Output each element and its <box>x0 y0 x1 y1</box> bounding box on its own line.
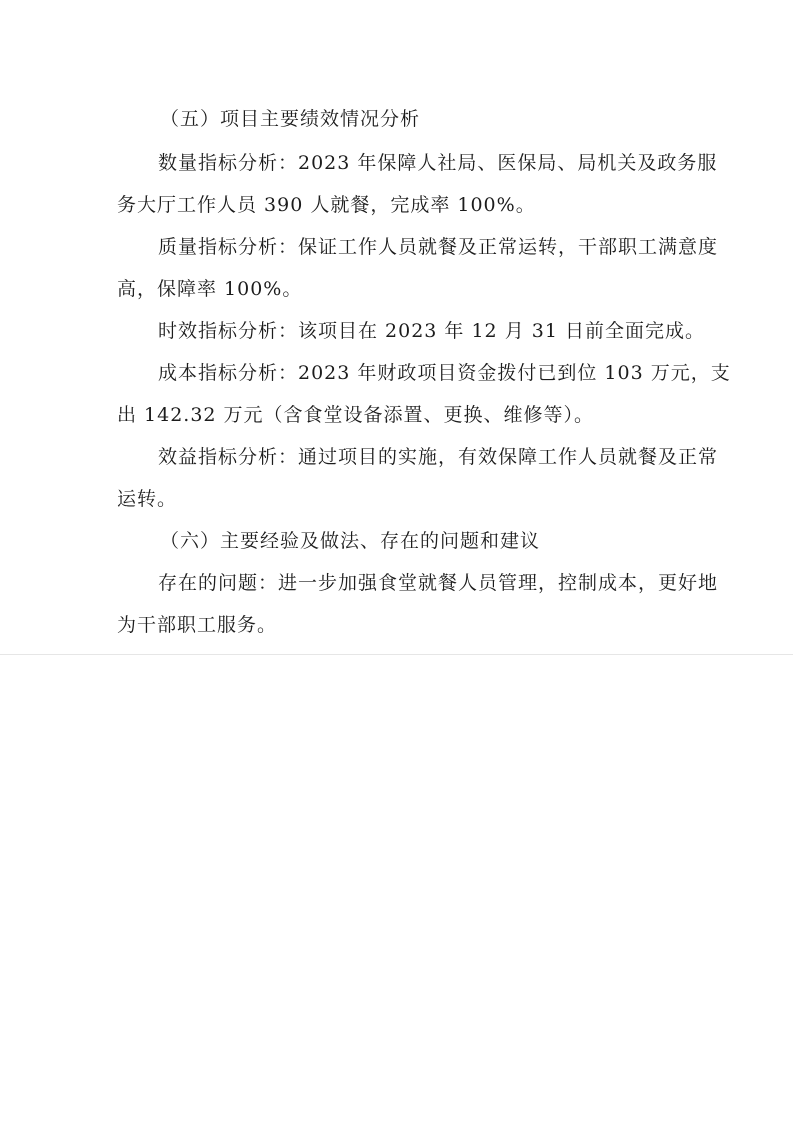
cost-indicator-line-1: 成本指标分析：2023 年财政项目资金拨付已到位 103 万元，支 <box>158 362 731 384</box>
page-scan-edge <box>0 654 793 655</box>
benefit-indicator-line-1: 效益指标分析：通过项目的实施，有效保障工作人员就餐及正常 <box>158 446 719 468</box>
section-6-heading: （六）主要经验及做法、存在的问题和建议 <box>160 530 541 552</box>
benefit-indicator-line-2: 运转。 <box>117 488 178 510</box>
quality-indicator-line-1: 质量指标分析：保证工作人员就餐及正常运转，干部职工满意度 <box>158 236 719 258</box>
timeliness-indicator: 时效指标分析：该项目在 2023 年 12 月 31 日前全面完成。 <box>158 320 705 342</box>
cost-indicator-line-2: 出 142.32 万元（含食堂设备添置、更换、维修等）。 <box>117 404 595 426</box>
quality-indicator-line-2: 高，保障率 100%。 <box>117 278 303 300</box>
quantity-indicator-line-1: 数量指标分析：2023 年保障人社局、医保局、局机关及政务服 <box>158 152 718 174</box>
quantity-indicator-line-2: 务大厅工作人员 390 人就餐，完成率 100%。 <box>117 194 536 216</box>
section-5-heading: （五）项目主要绩效情况分析 <box>160 108 421 130</box>
problem-line-1: 存在的问题：进一步加强食堂就餐人员管理，控制成本，更好地 <box>158 572 719 594</box>
problem-line-2: 为干部职工服务。 <box>117 614 278 636</box>
